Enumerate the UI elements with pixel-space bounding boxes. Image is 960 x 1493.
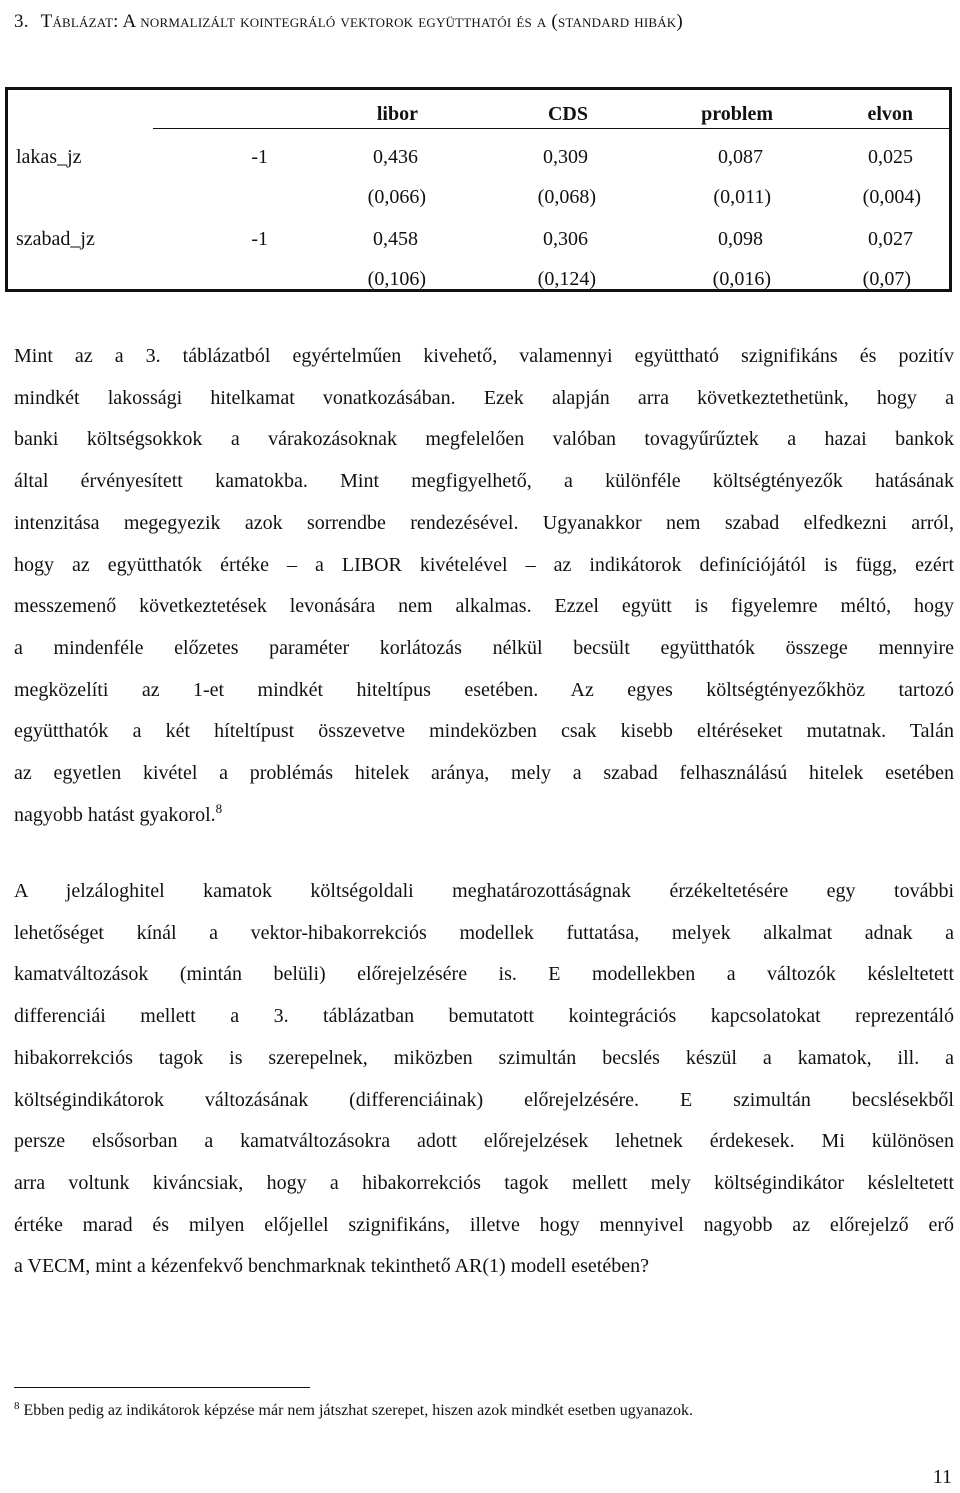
row1-elvon: 0,025 <box>868 146 913 168</box>
row2-se-cds: (0,124) <box>537 268 596 290</box>
row-label-szabad: szabad_jz <box>16 228 95 250</box>
p2-line: differenciái mellett a 3. táblázatban bemutatott kointegrációs kapcsolatokat reprezentáló <box>14 1005 954 1028</box>
p2-line: hibakorrekciós tagok is szerepelnek, miközben szimultán becslés készül a kamatok, ill. a <box>14 1046 954 1069</box>
p1-line: által érvényesített kamatokba. Mint megfigyelhető, a különféle költségtényezők hatásának <box>14 470 954 493</box>
row1-problem: 0,087 <box>718 146 763 168</box>
footnote-mark: 8 <box>14 1400 20 1412</box>
row1-se-libor: (0,066) <box>367 186 426 208</box>
row2-se-elvon: (0,07) <box>862 268 911 290</box>
row2-cds: 0,306 <box>543 228 588 250</box>
p1-line: nagyobb hatást gyakorol. <box>14 803 216 826</box>
row-label-lakas: lakas_jz <box>16 146 82 168</box>
footnote-ref[interactable]: 8 <box>215 800 223 816</box>
p1-last-line <box>14 795 954 837</box>
p1-line: Mint az a 3. táblázatból egyértelműen kivehető, valamennyi együttható szignifikáns és pozitív <box>14 345 954 367</box>
row2-elvon: 0,027 <box>868 228 913 250</box>
p2-line: persze elsősorban a kamatváltozásokra adott előrejelzések lehetnek érdekesek. Mi különösen <box>14 1130 954 1153</box>
row2-problem: 0,098 <box>718 228 763 250</box>
row1-se-problem: (0,011) <box>713 186 771 208</box>
footnote-text: Ebben pedig az indikátorok képzése már nem játszhat szerepet, hiszen azok mindkét esetben ugyanazok. <box>23 1402 694 1419</box>
p2-line: A jelzáloghitel kamatok költségoldali meghatározottáságnak érzékeltetésére egy további <box>14 880 954 902</box>
footnote-separator <box>14 1387 310 1388</box>
p2-line: lehetőséget kínál a vektor-hibakorrekciós modellek futtatása, melyek alkalmat adnak a <box>14 921 954 944</box>
row1-se-elvon: (0,004) <box>862 186 921 208</box>
row1-cds: 0,309 <box>543 146 588 168</box>
caption-number: 3. <box>14 11 29 32</box>
p1-line: hogy az együtthatók értéke – a LIBOR kivételével – az indikátorok definíciójától is függ, ezért <box>14 553 954 576</box>
p1-line: együtthatók a két híteltípust összevetve mindeközben csak kisebb eltéréseket mutatnak. Talán <box>14 720 954 743</box>
row2-libor: 0,458 <box>373 228 418 250</box>
caption-title: Táblázat: A normalizált kointegráló vektorok együtthatói és a (standard hibák) <box>40 11 683 32</box>
p1-line: banki költségsokkok a várakozásoknak megfelelően valóban tovagyűrűztek a hazai bankok <box>14 428 954 451</box>
p1-line: intenzitása megegyezik azok sorrendbe rendezésével. Ugyanakkor nem szabad elfedkezni arról, <box>14 511 954 534</box>
p1-line: mindkét lakossági hitelkamat vonatkozásában. Ezek alapján arra következtethetünk, hogy a <box>14 386 954 409</box>
table-caption <box>14 0 954 44</box>
p2-line: költségindikátorok változásának (differenciáinak) előrejelzésére. E szimultán becslésekből <box>14 1088 954 1111</box>
row2-se-libor: (0,106) <box>367 268 426 290</box>
header-rule <box>153 128 949 129</box>
coefficient-table <box>5 87 952 292</box>
header-libor: libor <box>376 103 418 125</box>
header-cds: CDS <box>547 103 588 125</box>
paragraph-2 <box>14 871 954 1288</box>
header-elvon: elvon <box>867 103 913 125</box>
row1-first: -1 <box>251 146 268 168</box>
header-problem: problem <box>701 103 773 125</box>
p1-line: az egyetlen kivétel a problémás hitelek aránya, mely a szabad felhasználású hitelek esetében <box>14 762 954 785</box>
p2-line: a VECM, mint a kézenfekvő benchmarknak tekinthető AR(1) modell esetében? <box>14 1255 649 1278</box>
p1-line: a mindenféle előzetes paraméter korlátozás nélkül becsült együtthatók összege mennyire <box>14 636 954 659</box>
row2-se-problem: (0,016) <box>712 268 771 290</box>
footnote <box>14 1400 954 1422</box>
page-number: 11 <box>932 1466 952 1488</box>
row1-libor: 0,436 <box>373 146 418 168</box>
row1-se-cds: (0,068) <box>537 186 596 208</box>
row2-first: -1 <box>251 228 268 250</box>
p2-line: arra voltunk kiváncsiak, hogy a hibakorrekciós tagok mellett mely költségindikátor késleltetett <box>14 1171 954 1194</box>
paragraph-1 <box>14 336 954 836</box>
p2-line: kamatváltozások (mintán belüli) előrejelzésére is. E modellekben a változók késleltetett <box>14 963 954 986</box>
p2-line: értéke marad és milyen előjellel szignifikáns, illetve hogy mennyivel nagyobb az előrejelző erő <box>14 1213 954 1236</box>
p1-line: messzemenő következtetések levonására nem alkalmas. Ezzel együtt is figyelemre méltó, hogy <box>14 595 954 618</box>
p1-line: megközelíti az 1-et mindkét hiteltípus esetében. Az egyes költségtényezőkhöz tartozó <box>14 678 954 701</box>
